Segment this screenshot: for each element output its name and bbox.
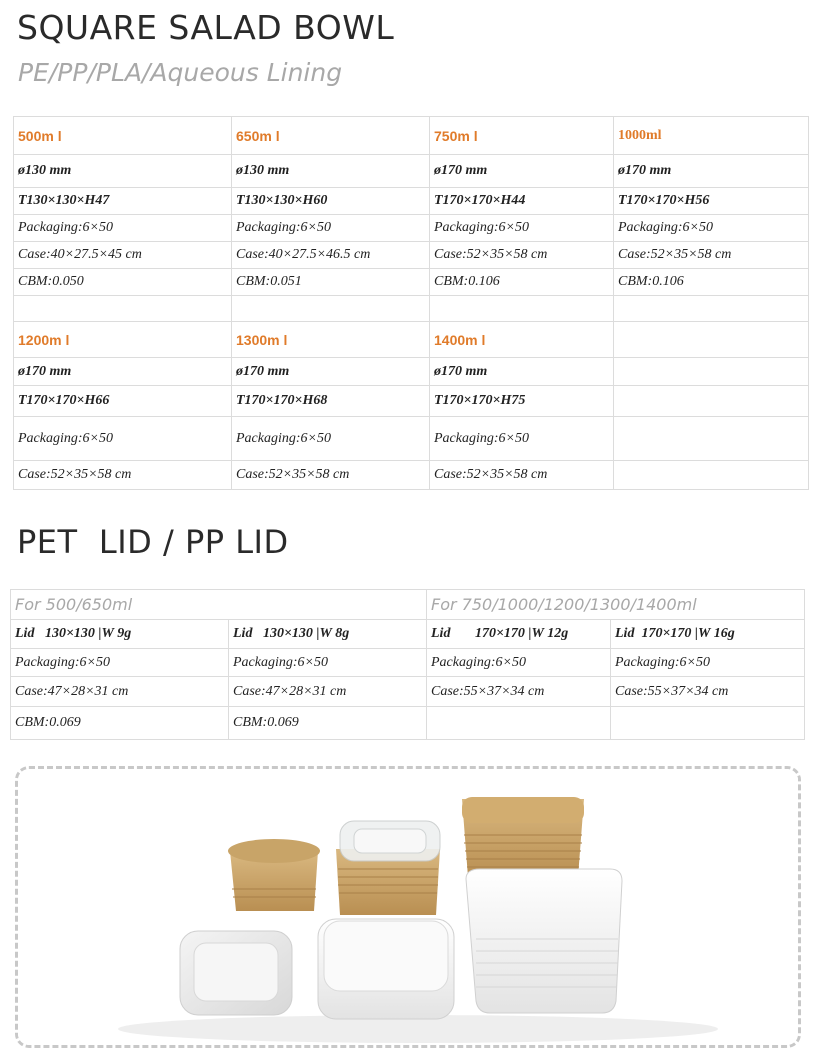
kraft-bowl-stack-lidded [336,821,440,915]
dims-cell: T170×170×H44 [430,188,614,215]
case-cell: Case:52×35×58 cm [14,461,232,490]
packaging-cell: Packaging:6×50 [232,417,430,461]
packaging-cell: Packaging:6×50 [14,417,232,461]
lid-section-title: PET LID / PP LID [17,523,289,561]
packaging-cell: Packaging:6×50 [232,215,430,242]
packaging-cell: Packaging:6×50 [11,649,229,677]
table-row [14,269,809,296]
case-cell: Case:47×28×31 cm [11,677,229,707]
capacity-1200: 1200m l [14,322,232,358]
diameter-cell: ø170 mm [430,358,614,386]
page-subtitle: PE/PP/PLA/Aqueous Lining [18,58,343,87]
packaging-cell: Packaging:6×50 [611,649,805,677]
lid-name-cell: Lid 170×170 |W 12g [427,620,611,649]
kraft-bowl-stack-tall [462,797,584,877]
dims-cell: T170×170×H68 [232,386,430,417]
table-row [11,620,805,649]
white-bowl-lidded [318,919,454,1019]
table-row [14,386,809,417]
diameter-cell: ø170 mm [232,358,430,386]
case-cell: Case:52×35×58 cm [430,461,614,490]
lid-spec-table [10,589,805,740]
plastic-lid-small [180,931,292,1015]
page-title: SQUARE SALAD BOWL [17,8,395,47]
table-row [14,215,809,242]
diameter-cell: ø130 mm [14,155,232,188]
case-cell: Case:55×37×34 cm [611,677,805,707]
case-cell: Case:47×28×31 cm [229,677,427,707]
cbm-cell: CBM:0.050 [14,269,232,296]
diameter-cell: ø170 mm [430,155,614,188]
cbm-cell: CBM:0.106 [430,269,614,296]
table-row [11,677,805,707]
kraft-bowl-small [228,839,320,911]
lid-name-cell: Lid 130×130 |W 8g [229,620,427,649]
dims-cell: T170×170×H56 [614,188,809,215]
packaging-cell: Packaging:6×50 [430,417,614,461]
lid-group-large: For 750/1000/1200/1300/1400ml [427,590,805,620]
table-row [11,590,805,620]
lid-name-cell: Lid 170×170 |W 16g [611,620,805,649]
case-cell: Case:52×35×58 cm [232,461,430,490]
white-bowl-stack [466,869,622,1013]
dims-cell: T130×130×H60 [232,188,430,215]
table-row [14,188,809,215]
dims-cell: T170×170×H66 [14,386,232,417]
table-row [11,649,805,677]
case-cell: Case:52×35×58 cm [430,242,614,269]
table-row [14,461,809,490]
case-cell: Case:40×27.5×45 cm [14,242,232,269]
capacity-1300: 1300m l [232,322,430,358]
product-photo-frame [15,766,801,1048]
lid-name-cell: Lid 130×130 |W 9g [11,620,229,649]
table-row [14,358,809,386]
packaging-cell: Packaging:6×50 [427,649,611,677]
lid-group-small: For 500/650ml [11,590,427,620]
cbm-cell: CBM:0.106 [614,269,809,296]
packaging-cell: Packaging:6×50 [430,215,614,242]
dims-cell: T130×130×H47 [14,188,232,215]
case-cell: Case:40×27.5×46.5 cm [232,242,430,269]
cbm-cell: CBM:0.051 [232,269,430,296]
table-row [14,417,809,461]
table-row [11,707,805,740]
capacity-1000: 1000ml [614,117,809,155]
packaging-cell: Packaging:6×50 [14,215,232,242]
table-row [14,242,809,269]
case-cell: Case:55×37×34 cm [427,677,611,707]
product-photo [18,769,798,1045]
cbm-cell: CBM:0.069 [11,707,229,740]
capacity-750: 750m l [430,117,614,155]
diameter-cell: ø170 mm [614,155,809,188]
packaging-cell: Packaging:6×50 [229,649,427,677]
capacity-650: 650m l [232,117,430,155]
table-row-spacer [14,296,809,322]
dims-cell: T170×170×H75 [430,386,614,417]
diameter-cell: ø170 mm [14,358,232,386]
case-cell: Case:52×35×58 cm [614,242,809,269]
diameter-cell: ø130 mm [232,155,430,188]
capacity-500: 500m l [14,117,232,155]
packaging-cell: Packaging:6×50 [614,215,809,242]
table-row [14,155,809,188]
capacity-1400: 1400m l [430,322,614,358]
table-row [14,117,809,155]
cbm-cell: CBM:0.069 [229,707,427,740]
table-row [14,322,809,358]
bowl-spec-table [13,116,809,490]
